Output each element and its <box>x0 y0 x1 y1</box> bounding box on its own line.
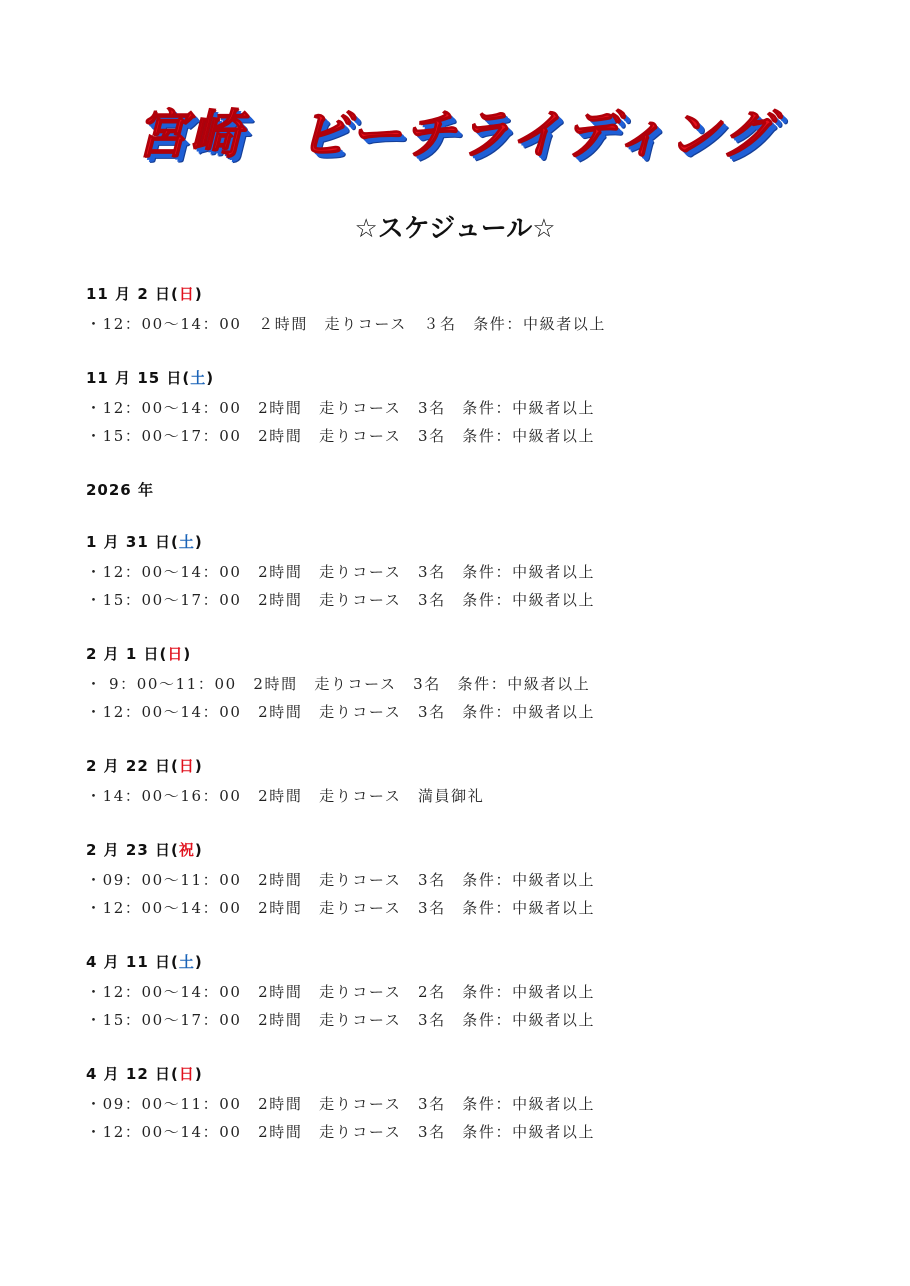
date-text: 11 月 15 日 <box>86 369 183 387</box>
date-text: 2 月 22 日 <box>86 757 171 775</box>
day-of-week: 土 <box>178 953 195 971</box>
day-of-week: 日 <box>178 285 195 303</box>
date-text: 1 月 31 日 <box>86 533 171 551</box>
date-text: 4 月 12 日 <box>86 1065 171 1083</box>
time-slot: ・15：00～17：00 2時間 走りコース 3名 条件：中級者以上 <box>86 591 596 609</box>
date-heading: 11 月 15 日(土) <box>86 369 215 387</box>
schedule-day <box>86 838 866 922</box>
page-title: 宮崎 ビーチライディング <box>135 105 775 165</box>
day-of-week: 日 <box>167 645 184 663</box>
time-slot: ・09：00～11：00 2時間 走りコース 3名 条件：中級者以上 <box>86 871 596 889</box>
date-heading: 11 月 2 日(日) <box>86 285 203 303</box>
time-slot: ・12：00～14：00 2時間 走りコース 3名 条件：中級者以上 <box>86 563 596 581</box>
time-slot: ・15：00～17：00 2時間 走りコース 3名 条件：中級者以上 <box>86 427 596 445</box>
time-slot: ・12：00～14：00 2時間 走りコース 3名 条件：中級者以上 <box>86 703 596 721</box>
date-heading: 4 月 12 日(日) <box>86 1065 203 1083</box>
time-slot: ・09：00～11：00 2時間 走りコース 3名 条件：中級者以上 <box>86 1095 596 1113</box>
day-of-week: 日 <box>178 757 195 775</box>
date-heading: 2 月 22 日(日) <box>86 757 203 775</box>
time-slot: ・12：00～14：00 2時間 走りコース 3名 条件：中級者以上 <box>86 399 596 417</box>
schedule-day <box>86 1062 866 1146</box>
date-heading: 2 月 1 日(日) <box>86 645 192 663</box>
time-slot: ・15：00～17：00 2時間 走りコース 3名 条件：中級者以上 <box>86 1011 596 1029</box>
date-text: 2 月 23 日 <box>86 841 171 859</box>
schedule-list <box>86 282 866 1174</box>
year-heading: 2026 年 <box>86 481 154 499</box>
date-heading: 2 月 23 日(祝) <box>86 841 203 859</box>
schedule-heading: ☆スケジュール☆ <box>354 214 556 244</box>
time-slot: ・12：00～14：00 2時間 走りコース 3名 条件：中級者以上 <box>86 1123 596 1141</box>
date-text: 11 月 2 日 <box>86 285 171 303</box>
date-heading: 4 月 11 日(土) <box>86 953 203 971</box>
schedule-day <box>86 950 866 1034</box>
day-of-week: 祝 <box>178 841 195 859</box>
schedule-day <box>86 642 866 726</box>
time-slot: ・14：00～16：00 2時間 走りコース 満員御礼 <box>86 787 485 805</box>
day-of-week: 土 <box>178 533 195 551</box>
time-slot: ・ 9：00～11：00 2時間 走りコース 3名 条件：中級者以上 <box>86 675 591 693</box>
day-of-week: 土 <box>190 369 207 387</box>
schedule-day <box>86 754 866 810</box>
time-slot: ・12：00～14：00 2時間 走りコース 2名 条件：中級者以上 <box>86 983 596 1001</box>
schedule-day <box>86 366 866 450</box>
schedule-day <box>86 282 866 338</box>
day-of-week: 日 <box>178 1065 195 1083</box>
date-text: 2 月 1 日 <box>86 645 160 663</box>
time-slot: ・12：00～14：00 ２時間 走りコース ３名 条件：中級者以上 <box>86 315 607 333</box>
time-slot: ・12：00～14：00 2時間 走りコース 3名 条件：中級者以上 <box>86 899 596 917</box>
schedule-day <box>86 530 866 614</box>
date-text: 4 月 11 日 <box>86 953 171 971</box>
date-heading: 1 月 31 日(土) <box>86 533 203 551</box>
